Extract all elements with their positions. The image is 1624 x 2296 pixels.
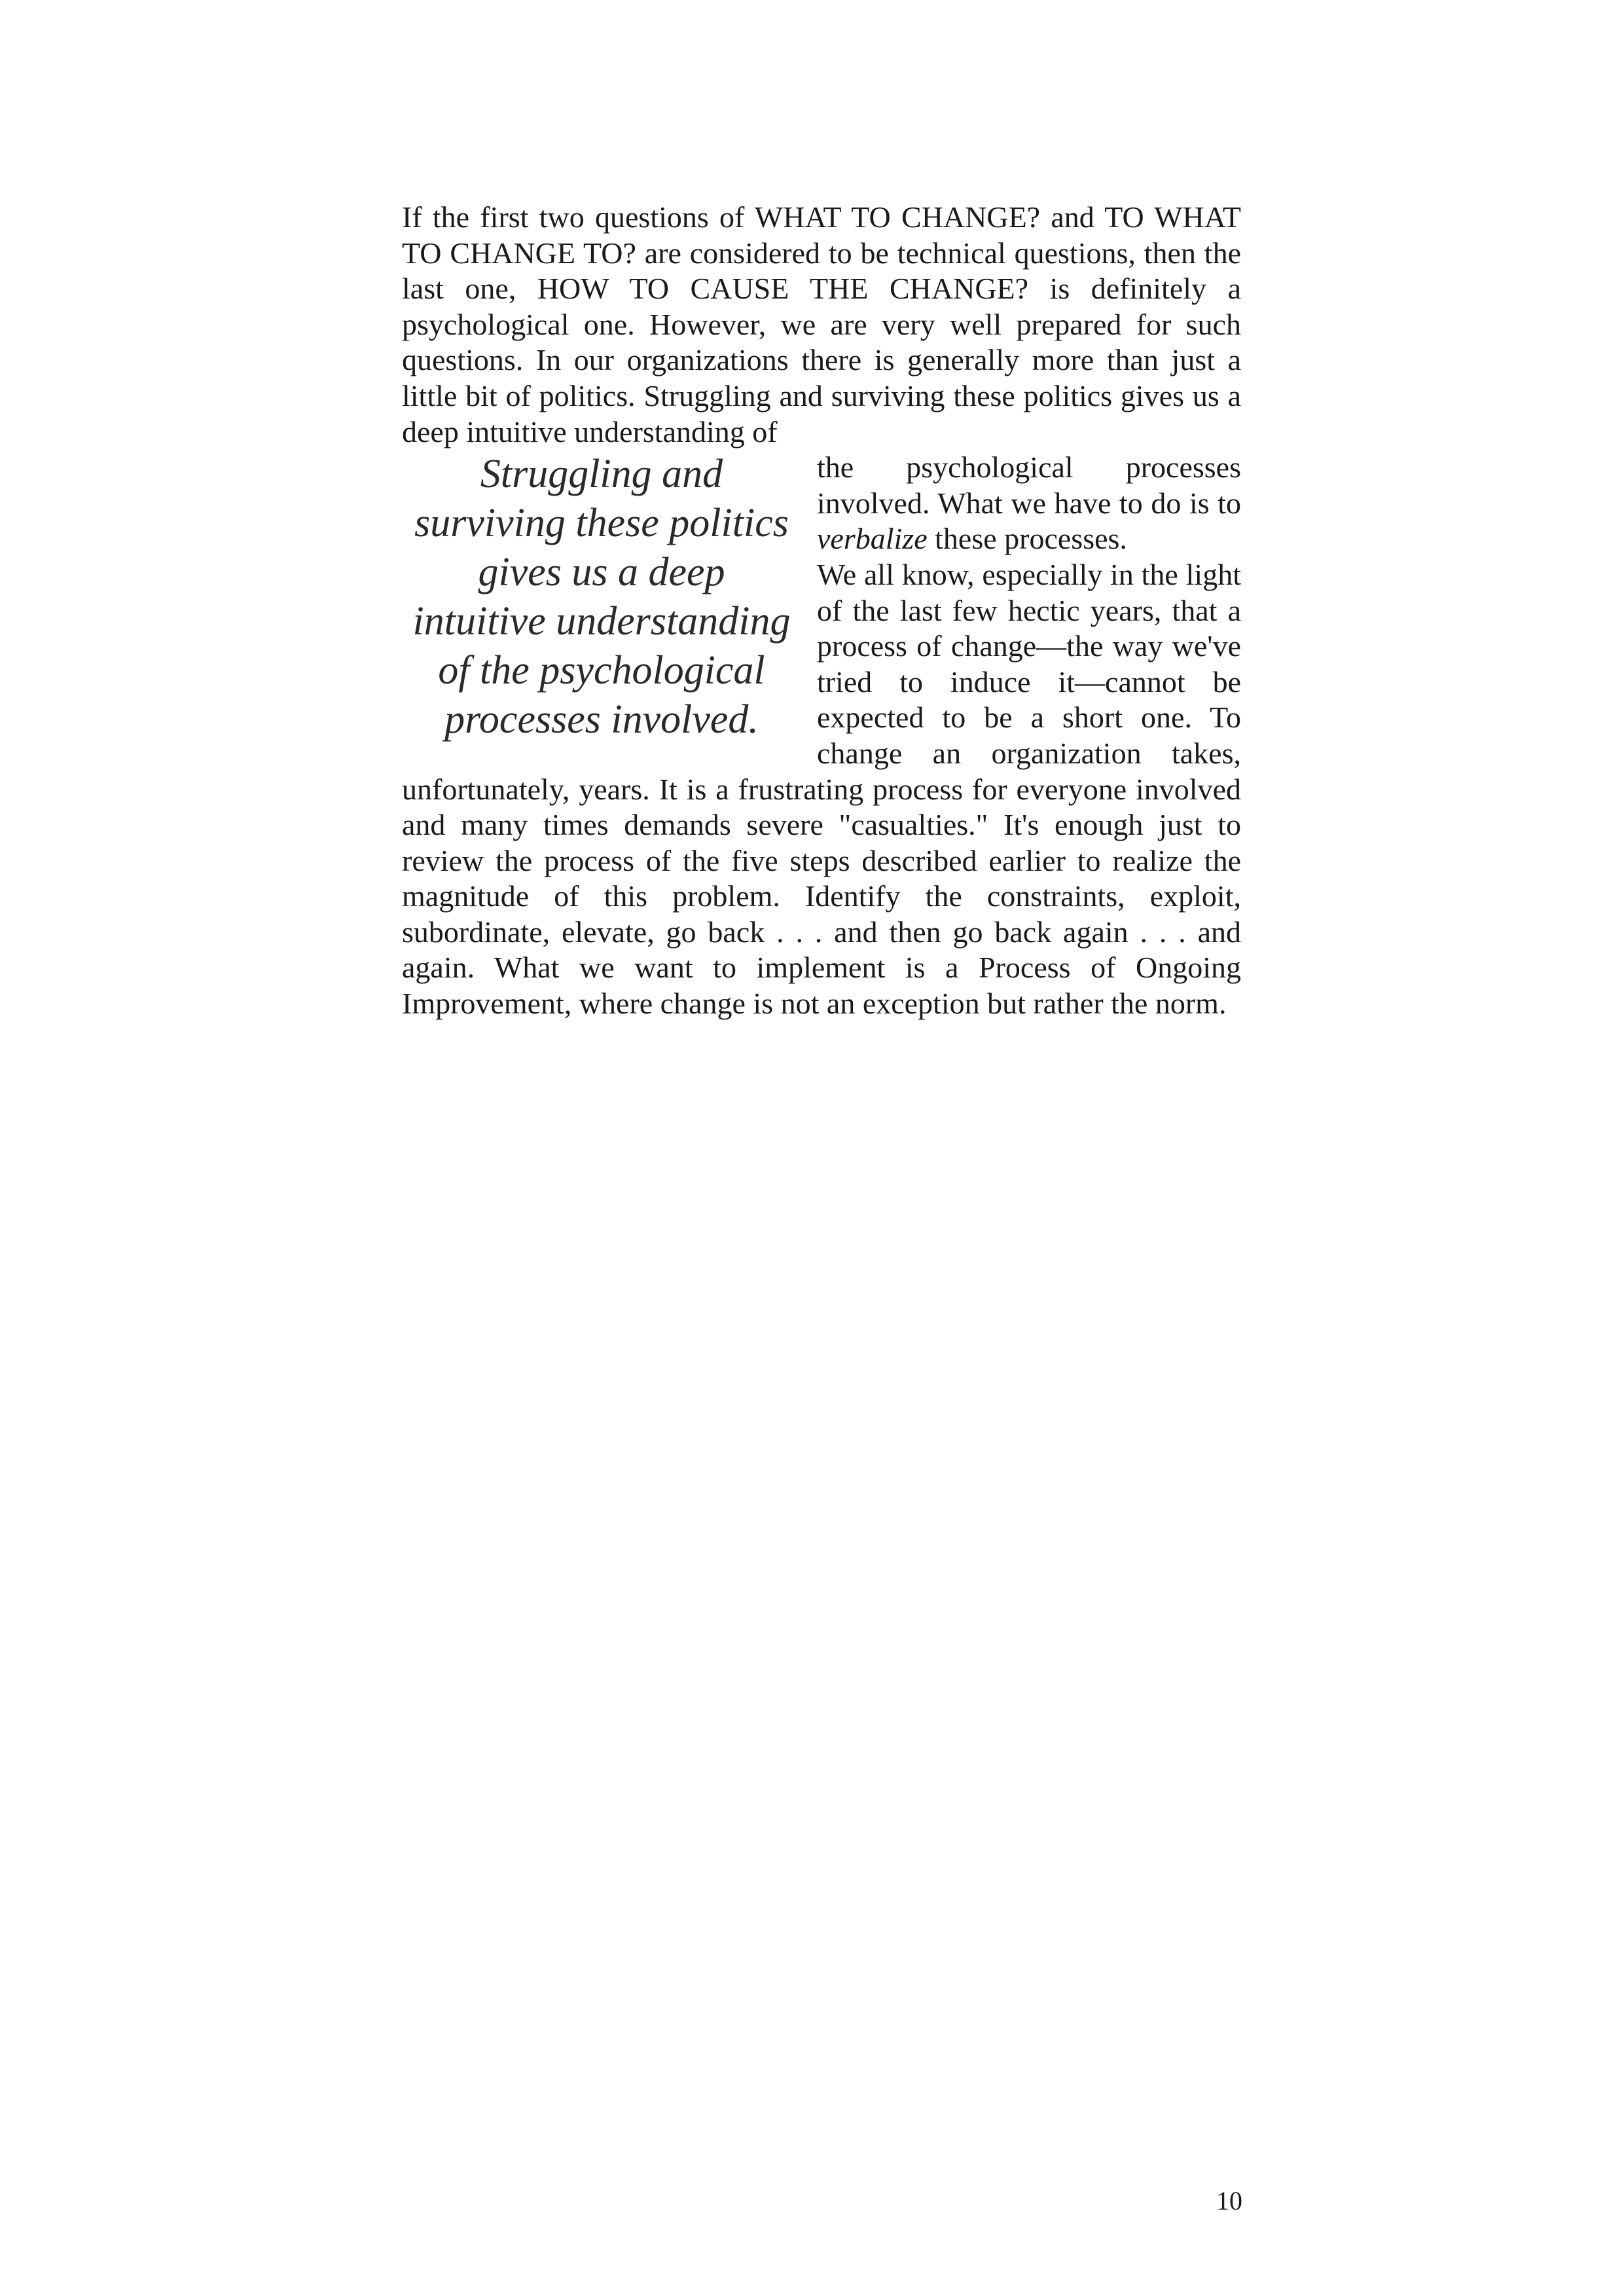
pull-quote-line-3: gives us a deep xyxy=(478,550,725,595)
body-text xyxy=(402,200,1241,1022)
pull-quote xyxy=(402,450,801,744)
paragraph-1 xyxy=(402,200,1241,450)
pull-quote-line-6: processes involved. xyxy=(444,697,759,742)
pull-quote-line-5: of the psychological xyxy=(438,648,765,693)
emphasis-verbalize: verbalize xyxy=(817,522,928,556)
paragraph-2: We all know, especially in the light of the last few hectic years, that a process of change—the way we've tried to induce it—cannot be expected to be a short one. To change an organization takes, unfortunately, years. It is a frustrating process for everyone involved and many times demands severe "casualties." It's enough just to review the process of the five steps described earlier to realize the magnitude of this problem. Identify the constraints, exploit, subordinate, elevate, go back . . . and then go back again . . . and again. What we want to implement is a Process of Ongoing Improvement, where change is not an exception but rather the norm. xyxy=(402,557,1241,1021)
pull-quote-line-1: Struggling and xyxy=(480,452,723,497)
pull-quote-line-4: intuitive understanding xyxy=(412,599,791,644)
paragraph-1-continued: the psychological processes involved. What we have to do is to xyxy=(817,450,1241,520)
page-number: 10 xyxy=(1216,2186,1242,2215)
paragraph-1-end: these processes. xyxy=(927,522,1127,556)
paragraph-1-text: If the first two questions of WHAT TO CHANGE? and TO WHAT TO CHANGE TO? are considered to be technical questions, then the last one, HOW TO CAUSE THE CHANGE? is definitely a psychological one. However, we are very well prepared for such questions. In our organizations there is generally more than just a little bit of politics. Struggling and surviving these politics gives us a deep intuitive understanding of xyxy=(402,200,1241,448)
pull-quote-line-2: surviving these politics xyxy=(414,501,789,546)
